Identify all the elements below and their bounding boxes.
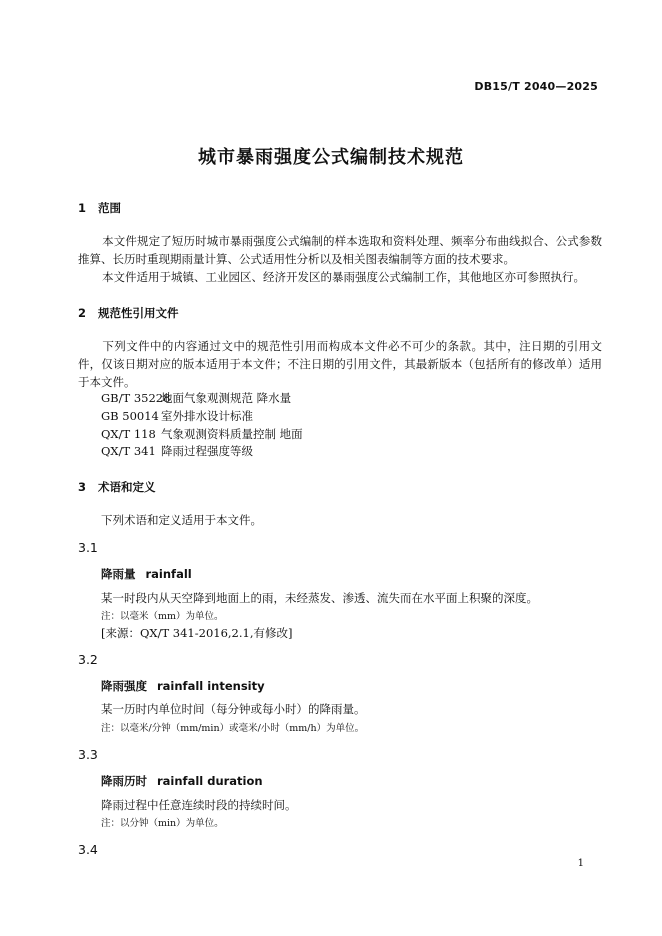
section-number: 3 — [78, 480, 87, 494]
clause-number: 3.1 — [78, 540, 98, 555]
standard-number: DB15/T 2040—2025 — [474, 80, 598, 93]
page-number: 1 — [577, 858, 584, 869]
term-heading: 降雨历时 rainfall duration — [101, 774, 263, 788]
section-title: 范围 — [98, 201, 121, 215]
term-note: 注：以分钟（min）为单位。 — [101, 818, 224, 829]
section-2-heading — [78, 305, 179, 321]
term-source: [来源：QX/T 341-2016,2.1,有修改] — [101, 626, 293, 640]
scope-paragraph-1: 本文件规定了短历时城市暴雨强度公式编制的样本选取和资料处理、频率分布曲线拟合、公式参数推算、长历时重现期雨量计算、公式适用性分析以及相关图表编制等方面的技术要求。 — [78, 234, 602, 266]
term-note: 注：以毫米/分钟（mm/min）或毫米/小时（mm/h）为单位。 — [101, 723, 365, 734]
references-paragraph: 下列文件中的内容通过文中的规范性引用而构成本文件必不可少的条款。其中，注日期的引用文件，仅该日期对应的版本适用于本文件；不注日期的引用文件，其最新版本（包括所有的修改单）适用于本文件。 — [78, 339, 602, 389]
section-1-heading — [78, 200, 121, 216]
section-number: 1 — [78, 201, 87, 215]
term-definition: 某一时段内从天空降到地面上的雨，未经蒸发、渗透、流失而在水平面上积聚的深度。 — [101, 591, 538, 605]
document-title: 城市暴雨强度公式编制技术规范 — [198, 147, 464, 168]
clause-number: 3.2 — [78, 652, 98, 667]
clause-number: 3.4 — [78, 842, 98, 857]
term-definition: 某一历时内单位时间（每分钟或每小时）的降雨量。 — [101, 702, 366, 716]
terms-intro: 下列术语和定义适用于本文件。 — [101, 513, 262, 527]
section-3-heading — [78, 479, 156, 495]
reference-item: QX/T 341 降雨过程强度等级 — [101, 444, 253, 458]
section-number: 2 — [78, 306, 87, 320]
term-heading: 降雨量 rainfall — [101, 567, 192, 581]
section-title: 规范性引用文件 — [98, 306, 179, 320]
term-definition: 降雨过程中任意连续时段的持续时间。 — [101, 798, 297, 812]
reference-item: GB 50014 室外排水设计标准 — [101, 409, 253, 423]
reference-item: GB/T 35228地面气象观测规范 降水量 — [101, 391, 292, 405]
reference-item: QX/T 118 气象观测资料质量控制 地面 — [101, 427, 303, 441]
term-heading: 降雨强度 rainfall intensity — [101, 679, 265, 693]
term-note: 注：以毫米（mm）为单位。 — [101, 611, 224, 622]
section-title: 术语和定义 — [98, 480, 156, 494]
scope-paragraph-2: 本文件适用于城镇、工业园区、经济开发区的暴雨强度公式编制工作，其他地区亦可参照执行。 — [102, 270, 585, 284]
clause-number: 3.3 — [78, 747, 98, 762]
